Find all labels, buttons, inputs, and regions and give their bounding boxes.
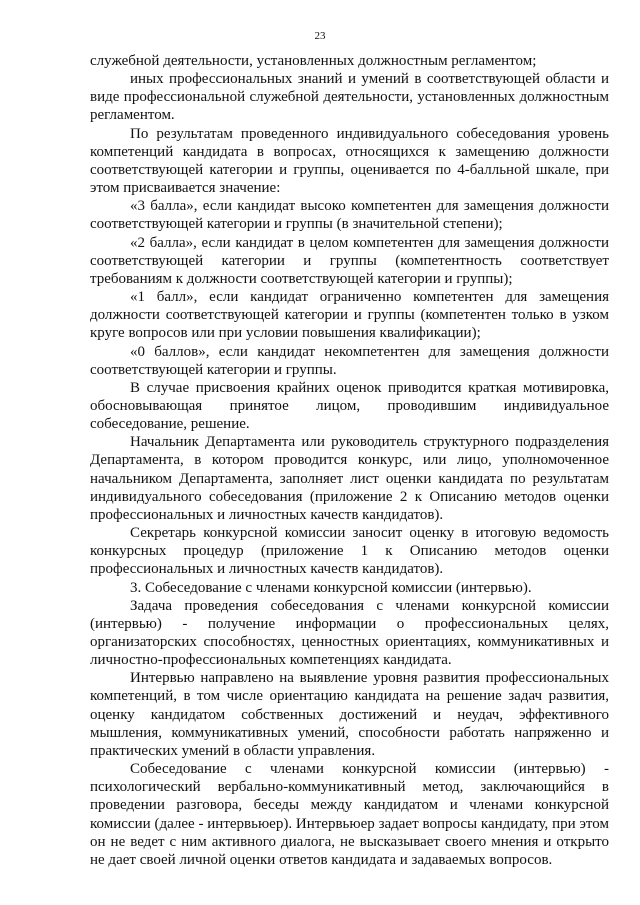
paragraph: Задача проведения собеседования с членами конкурсной комиссии (интервью) - получение информации о профессиональных целях, организаторских способностях, ценностных ориентациях, коммуникативных и личностно-профессиональных компетенциях кандидата. [90, 597, 609, 669]
paragraph: иных профессиональных знаний и умений в соответствующей области и виде профессиональной служебной деятельности, установленных должностным регламентом. [90, 71, 609, 124]
paragraph: «2 балла», если кандидат в целом компетентен для замещения должности соответствующей категории и группы (компетентность соответствует требованиям к должности соответствующей категории и группы); [90, 234, 609, 287]
paragraph: Интервью направлено на выявление уровня развития профессиональных компетенций, в том числе ориентацию кандидата на решение задач развития, оценку кандидатом собственных достижений и неудач, эффективного мышления, коммуникативных умений, способности работать напряженно и практических умений в области управления. [90, 670, 609, 759]
paragraph: Начальник Департамента или руководитель структурного подразделения Департамента, в котором проводится конкурс, или лицо, уполномоченное начальником Департамента, заполняет лист оценки кандидата по результатам индивидуального собеседования (приложение 2 к Описанию методов оценки профессиональных и личностных качеств кандидатов). [90, 434, 609, 523]
paragraph: «0 баллов», если кандидат некомпетентен для замещения должности соответствующей категории и группы. [90, 343, 609, 378]
paragraph: Секретарь конкурсной комиссии заносит оценку в итоговую ведомость конкурсных процедур (приложение 1 к Описанию методов оценки профессиональных и личностных качеств кандидатов). [90, 525, 609, 578]
section-heading: 3. Собеседование с членами конкурсной комиссии (интервью). [130, 579, 532, 596]
paragraph: служебной деятельности, установленных должностным регламентом; [90, 53, 537, 69]
paragraph: «1 балл», если кандидат ограниченно компетентен для замещения должности соответствующей категории и группы (компетентен только в узком круге вопросов или при условии повышения квалификации); [90, 289, 609, 342]
paragraph: Собеседование с членами конкурсной комиссии (интервью) - психологический вербально-коммуникативный метод, заключающийся в проведении разговора, беседы между кандидатом и членами конкурсной комиссии (далее - интервьюер). Интервьюер задает вопросы кандидату, при этом он не ведет с ним активного диалога, не высказывает своего мнения и открыто не дает своей личной оценки ответов кандидата и задаваемых вопросов. [90, 761, 609, 868]
paragraph: По результатам проведенного индивидуального собеседования уровень компетенций кандидата в вопросах, относящихся к замещению должности соответствующей категории и группы, оценивается по 4-балльной шкале, при этом присваивается значение: [90, 125, 609, 197]
page-number: 23 [314, 30, 326, 42]
paragraph: В случае присвоения крайних оценок приводится краткая мотивировка, обосновывающая принятое лицом, проводившим индивидуальное собеседование, решение. [90, 379, 609, 433]
document-body [90, 52, 609, 869]
paragraph: «3 балла», если кандидат высоко компетентен для замещения должности соответствующей категории и группы (в значительной степени); [90, 198, 609, 233]
